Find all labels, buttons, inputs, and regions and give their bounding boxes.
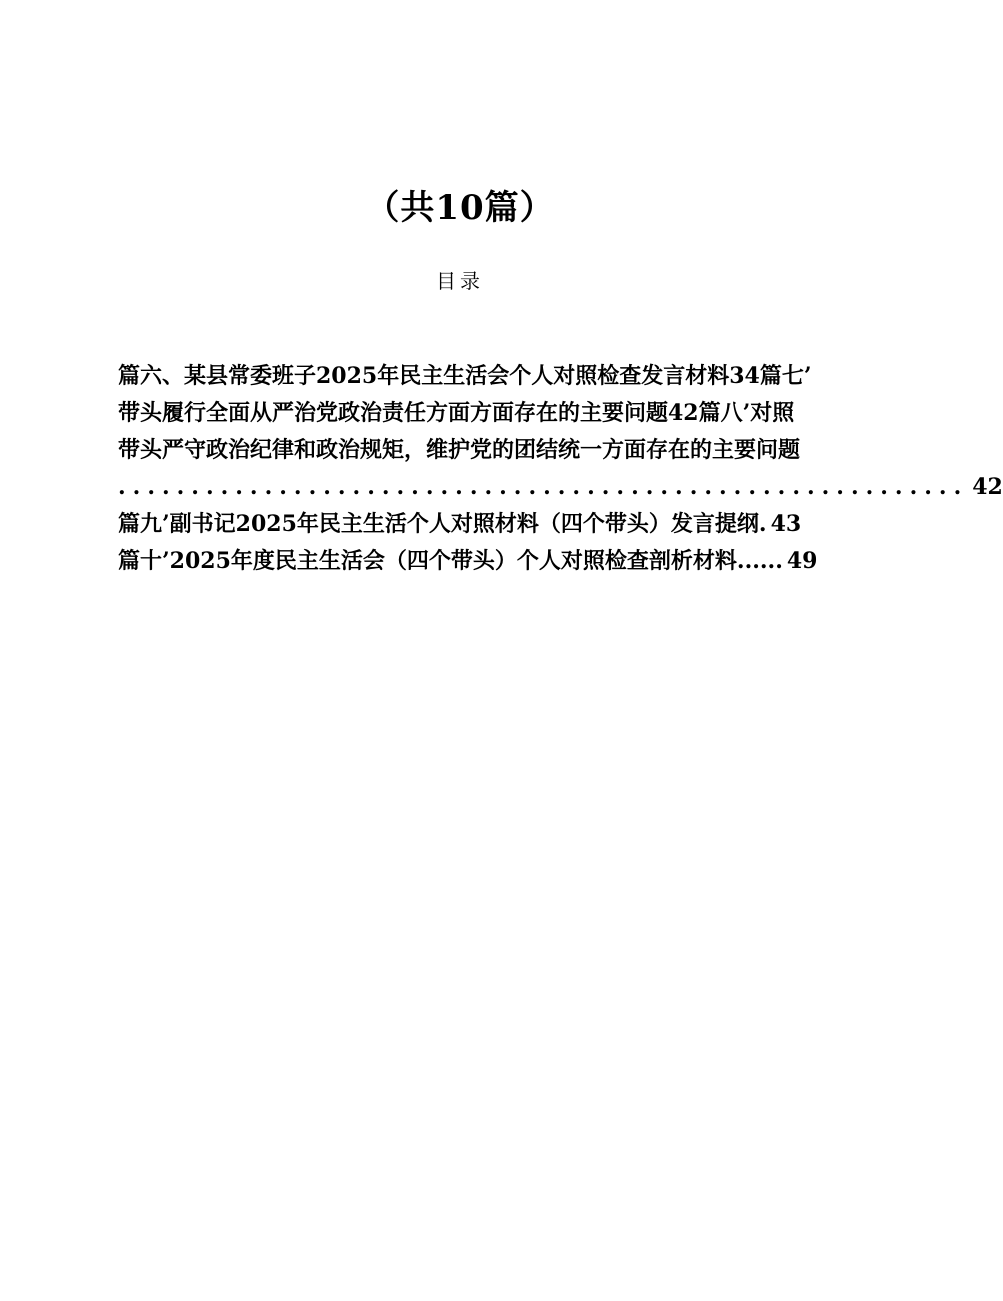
toc-line-2: 带头履行全面从严治党政治责任方面方面存在的主要问题42篇八’对照 xyxy=(118,400,795,426)
toc-line-3: 带头严守政治纪律和政治规矩，维护党的团结统一方面存在的主要问题 xyxy=(118,437,801,463)
toc-entry xyxy=(118,506,842,543)
table-of-contents xyxy=(118,358,1003,580)
document-title: （共10篇） xyxy=(365,188,555,228)
toc-leader-dots: .......................................................... xyxy=(118,474,969,500)
toc-entry-dots: . xyxy=(758,511,767,537)
toc-heading: 目录 xyxy=(436,269,484,293)
toc-entry-text: 篇十’2025年度民主生活会（四个带头）个人对照检查剖析材料 xyxy=(118,548,737,574)
toc-entry-text: 篇九’副书记2025年民主生活个人对照材料（四个带头）发言提纲 xyxy=(118,511,759,537)
toc-entry-page: 49 xyxy=(786,548,818,574)
toc-entry-dots: ...... xyxy=(736,548,783,574)
toc-line-1: 篇六、某县常委班子2025年民主生活会个人对照检查发言材料34篇七’ xyxy=(118,363,812,389)
toc-entry-page: 43 xyxy=(770,511,802,537)
toc-entry xyxy=(118,543,842,580)
toc-page-number: 42 xyxy=(972,474,1003,500)
toc-leader-line xyxy=(118,469,1003,506)
